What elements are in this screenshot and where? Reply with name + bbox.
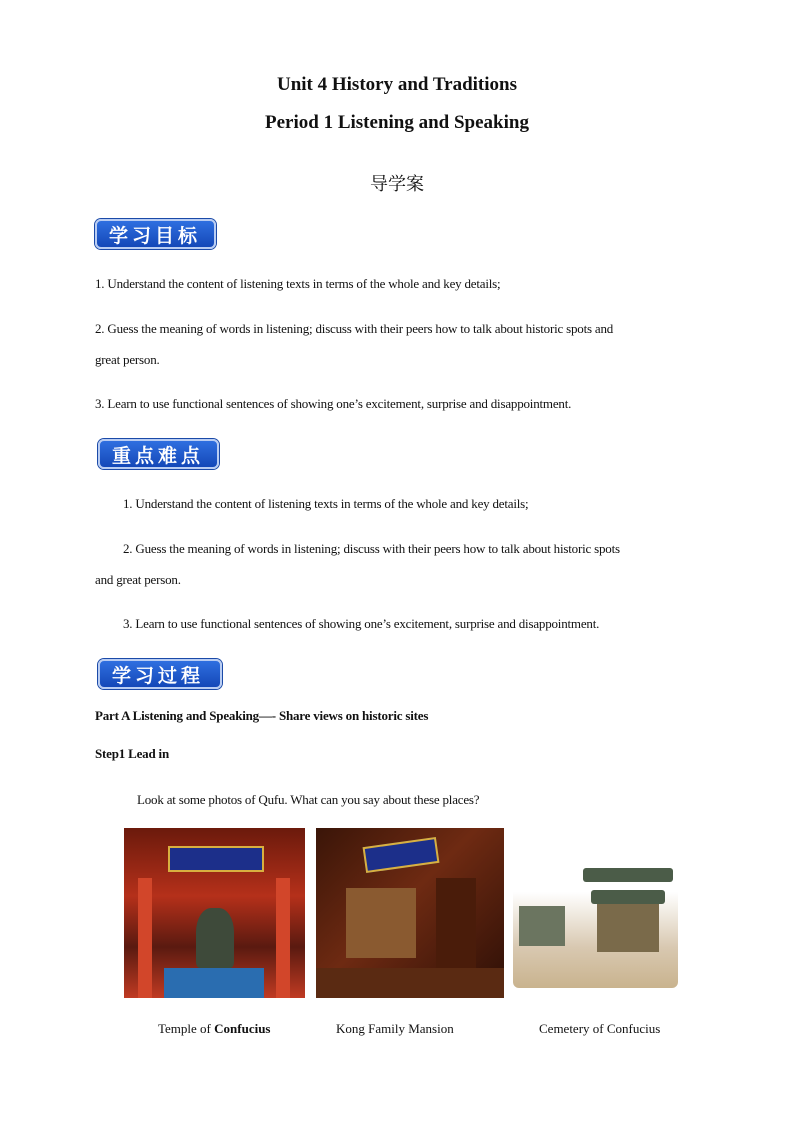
guide-title: 导学案 [370, 174, 424, 195]
lead-in-prompt: Look at some photos of Qufu. What can you say about these places? [137, 792, 480, 807]
cemetery-photo [513, 828, 678, 988]
pavilion-shape [597, 904, 659, 952]
objective-1: 1. Understand the content of listening texts in terms of the whole and key details; [95, 276, 501, 291]
plaque-shape [168, 846, 264, 872]
temple-photo [124, 828, 305, 998]
keypoint-1: 1. Understand the content of listening texts in terms of the whole and key details; [123, 496, 529, 511]
wall-scroll-shape [346, 888, 416, 958]
roof-shape [591, 890, 665, 904]
period-title: Period 1 Listening and Speaking [265, 112, 529, 133]
roof-shape [583, 868, 673, 882]
statue-shape [196, 908, 234, 968]
part-a-heading: Part A Listening and Speaking—- Share views on historic sites [95, 708, 429, 723]
temple-caption: Temple of Confucius [158, 1021, 271, 1036]
altar-shape [164, 968, 264, 998]
keypoint-3: 3. Learn to use functional sentences of showing one’s excitement, surprise and disappointment. [123, 616, 600, 631]
objective-2: 2. Guess the meaning of words in listening; discuss with their peers how to talk about historic spots and [95, 321, 614, 336]
pillar-shape [276, 878, 290, 998]
cemetery-caption: Cemetery of Confucius [539, 1021, 661, 1036]
objective-2-cont: great person. [95, 352, 160, 367]
process-badge: 学习过程 [98, 659, 222, 689]
gate-shape [519, 906, 565, 946]
objective-3: 3. Learn to use functional sentences of showing one’s excitement, surprise and disappointment. [95, 396, 572, 411]
unit-title: Unit 4 History and Traditions [276, 74, 517, 95]
pillar-shape [138, 878, 152, 998]
objectives-badge: 学习目标 [95, 219, 216, 249]
keypoints-badge: 重点难点 [98, 439, 219, 469]
step1-heading: Step1 Lead in [95, 746, 169, 761]
keypoint-2: 2. Guess the meaning of words in listening; discuss with their peers how to talk about historic spots [123, 541, 620, 556]
mansion-caption: Kong Family Mansion [336, 1021, 454, 1036]
furniture-shape [316, 968, 504, 998]
mansion-photo [316, 828, 504, 998]
keypoint-2-cont: and great person. [95, 572, 181, 587]
plaque-shape [363, 837, 440, 873]
